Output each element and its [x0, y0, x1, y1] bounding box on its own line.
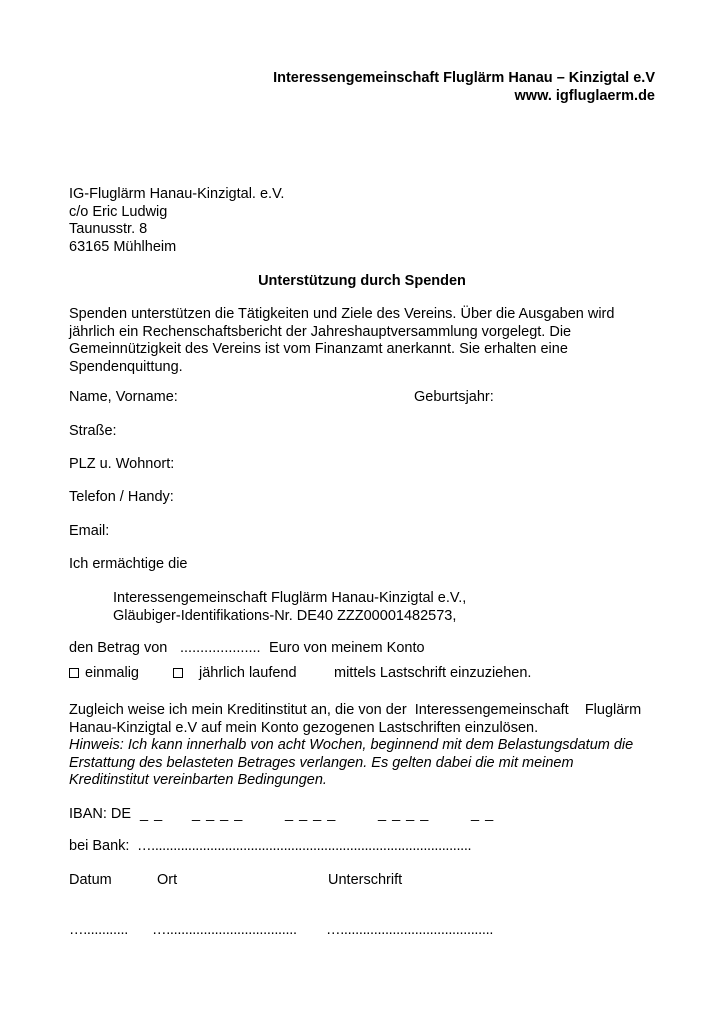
iban-group-2[interactable]: _ _ _ _: [192, 806, 244, 822]
iban-group-4[interactable]: _ _ _ _: [378, 806, 430, 822]
address-line-1: IG-Fluglärm Hanau-Kinzigtal. e.V.: [69, 186, 285, 202]
signature-input[interactable]: ….........................................: [326, 922, 494, 938]
zip-city-field-label: PLZ u. Wohnort:: [69, 456, 175, 472]
street-field-label: Straße:: [69, 423, 117, 439]
option-once[interactable]: [69, 665, 139, 682]
notice-line: Hinweis: Ich kann innerhalb von acht Wochen, beginnend mit dem Belastungsdatum die: [69, 737, 634, 753]
iban-group-3[interactable]: _ _ _ _: [285, 806, 337, 822]
birth-year-field-label: Geburtsjahr:: [414, 389, 494, 405]
organization-name: Interessengemeinschaft Fluglärm Hanau – Kinzigtal e.V: [273, 70, 655, 86]
notice-line: Kreditinstitut vereinbarten Bedingungen.: [69, 772, 327, 788]
intro-line: jährlich ein Rechenschaftsbericht der Jahreshauptversammlung vorgelegt. Die: [69, 323, 572, 340]
mandate-intro: Ich ermächtige die: [69, 556, 188, 572]
option-once-label: einmalig: [85, 665, 139, 681]
recipient-address: [69, 186, 284, 256]
creditor-name: Interessengemeinschaft Fluglärm Hanau-Kinzigtal e.V.,: [113, 590, 467, 606]
website: www. igfluglaerm.de: [514, 88, 655, 104]
document-title: Unterstützung durch Spenden: [258, 273, 466, 289]
bank-input[interactable]: ….......................................................................................: [137, 838, 472, 854]
amount-prefix: den Betrag von: [69, 640, 168, 656]
debit-text: mittels Lastschrift einzuziehen.: [334, 665, 532, 681]
amount-suffix: Euro von meinem Konto: [269, 640, 425, 656]
creditor-info: [113, 590, 466, 625]
amount-input[interactable]: ....................: [180, 640, 261, 656]
place-input[interactable]: …...................................: [152, 922, 297, 938]
signature-label: Unterschrift: [328, 872, 403, 888]
place-label: Ort: [157, 872, 178, 888]
instruction-line: Hanau-Kinzigtal e.V auf mein Konto gezogenen Lastschriften einzulösen.: [69, 719, 539, 736]
email-field-label: Email:: [69, 523, 110, 539]
address-line-3: Taunusstr. 8: [69, 221, 148, 237]
intro-line: Spenden unterstützen die Tätigkeiten und Ziele des Vereins. Über die Ausgaben wird: [69, 306, 615, 322]
letterhead: [273, 69, 655, 105]
checkbox-once[interactable]: [69, 668, 79, 678]
intro-line: Spendenquittung.: [69, 358, 183, 375]
option-yearly[interactable]: [173, 665, 297, 682]
name-field-label: Name, Vorname:: [69, 389, 178, 405]
iban-group-5[interactable]: _ _: [471, 806, 495, 822]
option-yearly-label: jährlich laufend: [199, 665, 297, 681]
address-line-2: c/o Eric Ludwig: [69, 203, 168, 220]
checkbox-yearly[interactable]: [173, 668, 183, 678]
intro-line: Gemeinnützigkeit des Vereins ist vom Finanzamt anerkannt. Sie erhalten eine: [69, 341, 568, 357]
date-label: Datum: [69, 872, 112, 888]
iban-label: IBAN: DE: [69, 806, 132, 822]
bank-label: bei Bank:: [69, 838, 130, 854]
creditor-id: Gläubiger-Identifikations-Nr. DE40 ZZZ00001482573,: [113, 607, 457, 624]
intro-paragraph: [69, 306, 614, 376]
date-input[interactable]: …............: [69, 922, 128, 938]
iban-group-1[interactable]: _ _: [140, 806, 164, 822]
address-line-4: 63165 Mühlheim: [69, 238, 177, 255]
notice-line: Erstattung des belasteten Betrages verlangen. Es gelten dabei die mit meinem: [69, 754, 574, 771]
phone-field-label: Telefon / Handy:: [69, 489, 174, 505]
instruction-line: Zugleich weise ich mein Kreditinstitut an, die von der Interessengemeinschaft Fluglärm: [69, 702, 642, 718]
bank-instruction: [69, 702, 641, 790]
